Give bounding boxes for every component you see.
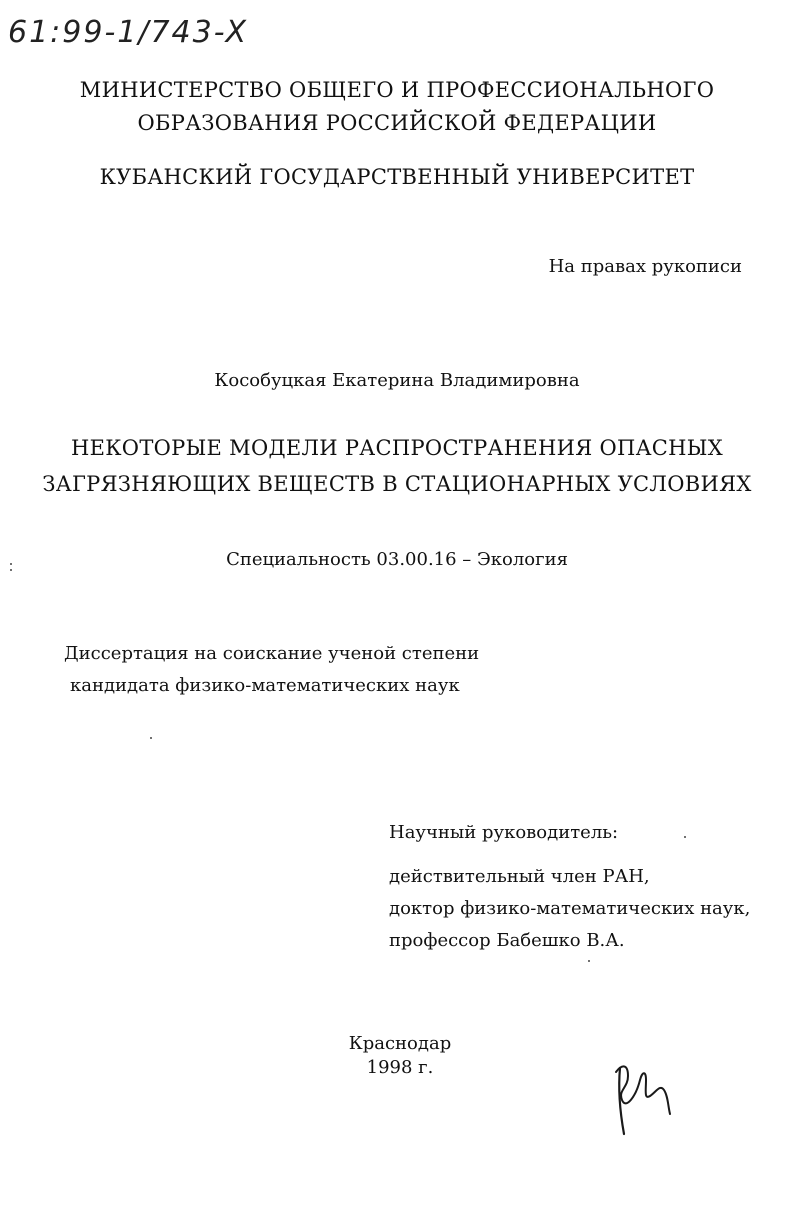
- scan-speck: [150, 737, 152, 739]
- city: Краснодар: [348, 1033, 452, 1054]
- scan-speck: [10, 563, 12, 565]
- supervisor-line-3: профессор Бабешко В.А.: [389, 930, 625, 951]
- archive-number-handwritten: [6, 8, 326, 54]
- handwritten-signature: [606, 1050, 686, 1140]
- university-name: КУБАНСКИЙ ГОСУДАРСТВЕННЫЙ УНИВЕРСИТЕТ: [99, 165, 695, 189]
- dissertation-degree: [64, 638, 479, 702]
- scan-speck: [684, 836, 686, 838]
- supervisor-block: [389, 817, 750, 957]
- scan-speck: [10, 569, 12, 571]
- author-name: Кособуцкая Екатерина Владимировна: [214, 370, 580, 391]
- supervisor-line-2: доктор физико-математических наук,: [389, 898, 751, 919]
- degree-line-1: Диссертация на соискание ученой степени: [64, 643, 480, 664]
- title-line-1: НЕКОТОРЫЕ МОДЕЛИ РАСПРОСТРАНЕНИЯ ОПАСНЫХ: [71, 436, 723, 460]
- supervisor-line-1: действительный член РАН,: [389, 866, 650, 887]
- ministry-heading: [0, 74, 794, 140]
- place-and-year: [340, 1032, 460, 1080]
- dissertation-title: [0, 430, 794, 502]
- year: 1998 г.: [366, 1057, 434, 1078]
- ministry-line-2: ОБРАЗОВАНИЯ РОССИЙСКОЙ ФЕДЕРАЦИИ: [137, 111, 657, 135]
- title-line-2: ЗАГРЯЗНЯЮЩИХ ВЕЩЕСТВ В СТАЦИОНАРНЫХ УСЛОВИЯХ: [42, 472, 752, 496]
- specialty: Специальность 03.00.16 – Экология: [226, 549, 568, 570]
- supervisor-heading: Научный руководитель:: [389, 822, 619, 843]
- rights-note: На правах рукописи: [548, 256, 742, 277]
- degree-line-2: кандидата физико-математических наук: [70, 675, 460, 696]
- scan-speck: [588, 960, 590, 962]
- archive-number-text: 61:99-1/743-X: [8, 15, 249, 50]
- ministry-line-1: МИНИСТЕРСТВО ОБЩЕГО И ПРОФЕССИОНАЛЬНОГО: [79, 78, 715, 102]
